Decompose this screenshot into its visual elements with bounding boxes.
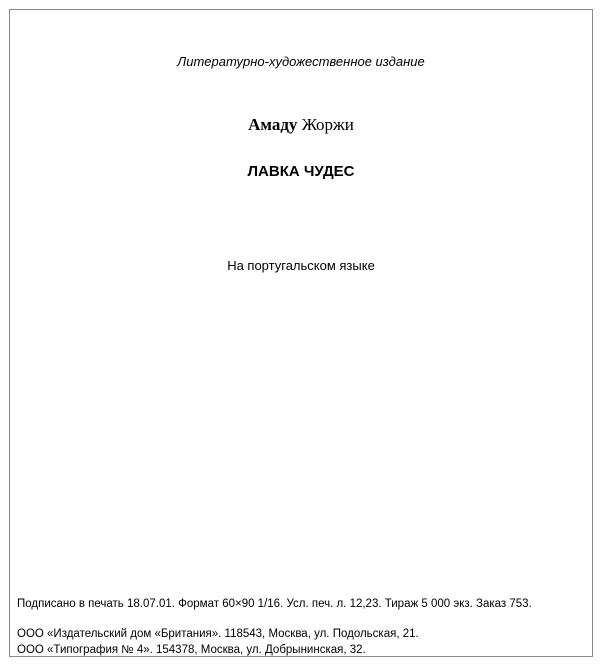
publisher-info: ООО «Издательский дом «Британия». 118543, Москва, ул. Подольская, 21. <box>17 628 419 640</box>
author-given-name: Жоржи <box>301 115 354 134</box>
author-surname: Амаду <box>248 115 298 134</box>
printer-info: ООО «Типография № 4». 154378, Москва, ул. Добрынинская, 32. <box>17 644 366 656</box>
print-specs: Подписано в печать 18.07.01. Формат 60×90 1/16. Усл. печ. л. 12,23. Тираж 5 000 экз. Заказ 753. <box>17 598 532 610</box>
document-page <box>9 9 593 657</box>
edition-type: Литературно-художественное издание <box>177 54 425 69</box>
language-note: На португальском языке <box>227 258 375 273</box>
author-name <box>10 115 592 135</box>
book-title: ЛАВКА ЧУДЕС <box>247 163 355 180</box>
